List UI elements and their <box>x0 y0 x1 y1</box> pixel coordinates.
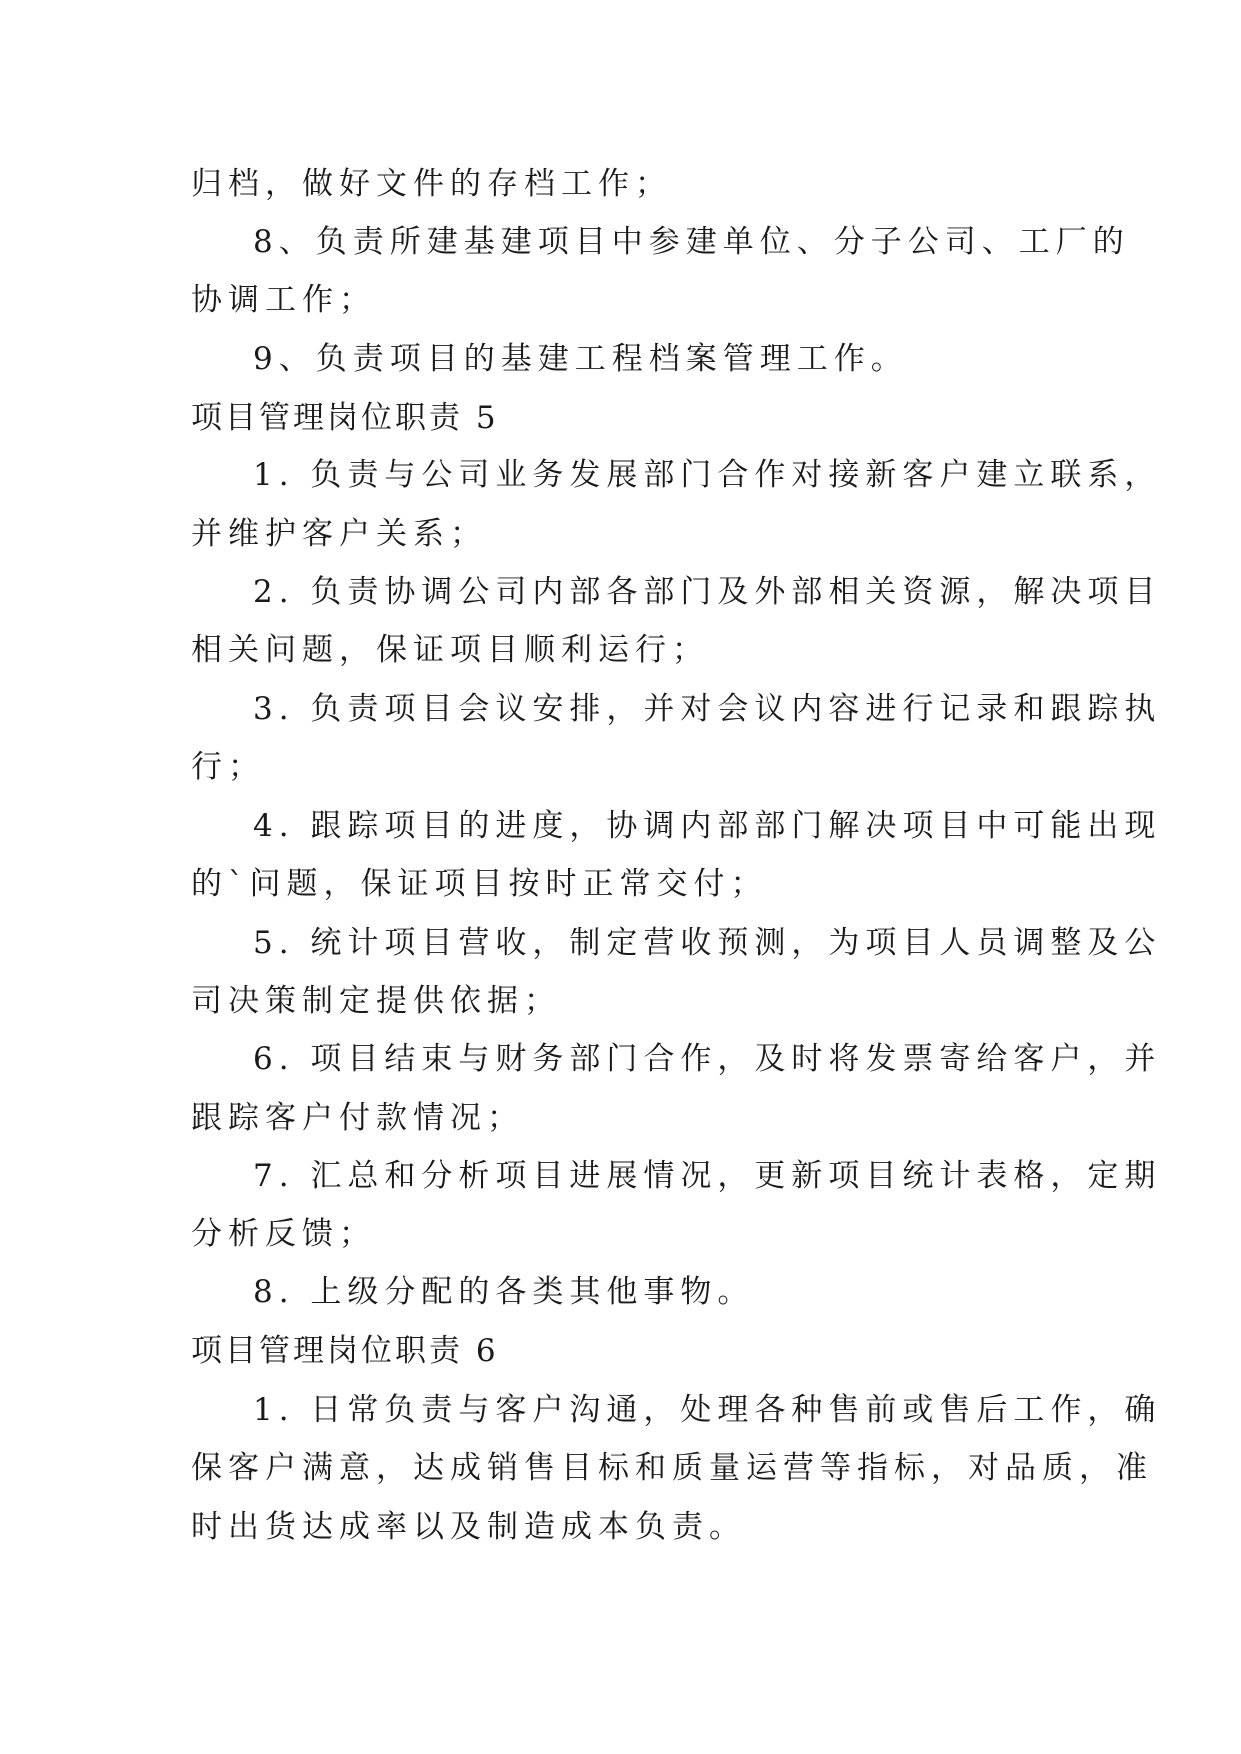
text-line: 行； <box>191 749 265 785</box>
text-line: 8. 上级分配的各类其他事物。 <box>253 1274 755 1310</box>
section-heading: 项目管理岗位职责 6 <box>191 1333 499 1369</box>
text-line: 司决策制定提供依据； <box>191 983 561 1019</box>
text-line: 相关问题，保证项目顺利运行； <box>191 632 709 668</box>
text-line: 8、负责所建基建项目中参建单位、分子公司、工厂的 <box>253 224 1130 260</box>
text-line: 归档，做好文件的存档工作； <box>191 166 672 202</box>
text-line: 并维护客户关系； <box>191 516 487 552</box>
text-line: 协调工作； <box>191 282 376 318</box>
text-line: 1. 负责与公司业务发展部门合作对接新客户建立联系， <box>253 457 1162 493</box>
text-line: 4. 跟踪项目的进度，协调内部部门解决项目中可能出现 <box>253 808 1162 844</box>
text-line: 分析反馈； <box>191 1216 376 1252</box>
text-line: 2. 负责协调公司内部各部门及外部相关资源，解决项目 <box>253 574 1162 610</box>
text-line: 6. 项目结束与财务部门合作，及时将发票寄给客户，并 <box>253 1041 1162 1077</box>
text-line: 跟踪客户付款情况； <box>191 1100 524 1136</box>
text-line: 1. 日常负责与客户沟通，处理各种售前或售后工作，确 <box>253 1392 1162 1428</box>
text-line: 9、负责项目的基建工程档案管理工作。 <box>253 341 908 377</box>
text-line: 保客户满意，达成销售目标和质量运营等指标，对品质，准 <box>191 1450 1153 1486</box>
text-line: 5. 统计项目营收，制定营收预测，为项目人员调整及公 <box>253 925 1162 961</box>
text-line: 7. 汇总和分析项目进展情况，更新项目统计表格，定期 <box>253 1158 1162 1194</box>
text-line: 3. 负责项目会议安排，并对会议内容进行记录和跟踪执 <box>253 691 1162 727</box>
section-heading: 项目管理岗位职责 5 <box>191 400 499 436</box>
text-line: 的`问题，保证项目按时正常交付； <box>191 866 768 902</box>
text-line: 时出货达成率以及制造成本负责。 <box>191 1509 746 1545</box>
